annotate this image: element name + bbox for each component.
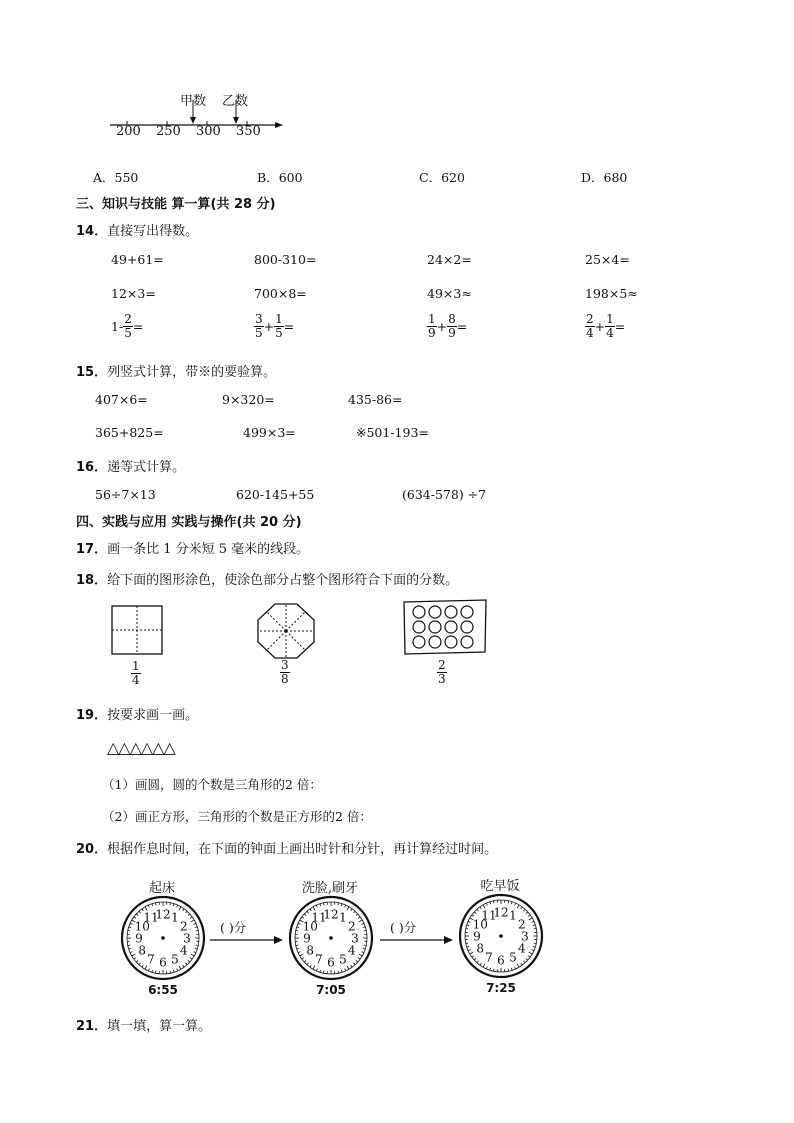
clock-tick	[508, 969, 509, 971]
clock-number: 5	[509, 950, 517, 965]
clock-number: 9	[473, 929, 481, 944]
clock-time: 7:05	[316, 983, 346, 997]
option-letter: D．	[581, 170, 604, 185]
question-text: 直接写出得数。	[107, 224, 199, 239]
clock-center-dot	[329, 936, 333, 940]
clock-number: 12	[323, 907, 339, 922]
denominator: 8	[281, 672, 289, 686]
option-value: 550	[114, 170, 139, 185]
clock-number: 10	[302, 919, 318, 934]
clock-number: 5	[171, 952, 179, 967]
question-number: 14．	[76, 224, 108, 239]
numerator: 1	[275, 312, 283, 326]
equals: =	[283, 319, 295, 334]
denominator: 5	[275, 326, 283, 340]
operator: +	[263, 319, 275, 334]
problem: (634-578) ÷7	[402, 487, 487, 502]
problem-fraction	[427, 313, 467, 340]
option-d[interactable]	[581, 168, 627, 186]
numberline-label: 350	[236, 124, 261, 139]
whole: 1-	[111, 319, 124, 334]
question-text: 按要求画一画。	[107, 708, 199, 723]
denominator: 9	[448, 326, 456, 340]
problem-fraction	[254, 313, 294, 340]
clock-tick	[170, 903, 171, 905]
fraction	[123, 313, 133, 340]
numerator: 1	[428, 312, 436, 326]
clock-number: 4	[347, 943, 356, 958]
question-number: 15．	[76, 365, 108, 380]
question-19	[76, 704, 198, 723]
problem: 620-145+55	[236, 487, 315, 502]
octagon-shape[interactable]	[255, 601, 317, 661]
fraction	[274, 313, 284, 340]
denominator: 5	[255, 326, 263, 340]
problem-fraction	[585, 313, 625, 340]
clock-number: 4	[517, 941, 526, 956]
clock-center-dot	[161, 936, 165, 940]
denominator: 9	[428, 326, 436, 340]
numerator: 2	[586, 312, 594, 326]
option-a[interactable]	[93, 168, 138, 186]
clock-number: 2	[517, 917, 526, 932]
duration-blank[interactable]: ( )分	[220, 920, 247, 935]
clock-number: 10	[134, 919, 150, 934]
question-text: 递等式计算。	[107, 460, 186, 475]
clock-number: 8	[476, 941, 485, 956]
problem: 365+825=	[95, 425, 164, 440]
clock-number: 6	[327, 955, 335, 970]
problem: 56÷7×13	[95, 487, 156, 502]
question-text: 列竖式计算，带※的要验算。	[107, 365, 277, 380]
question-16	[76, 456, 185, 475]
clock-tick	[534, 943, 536, 944]
numberline-label: 250	[156, 124, 181, 139]
numerator: 2	[124, 312, 132, 326]
problem: 24×2=	[427, 252, 472, 267]
problem: 407×6=	[95, 392, 148, 407]
clock-number: 11	[481, 908, 497, 923]
marker-b-label: 乙数	[222, 94, 249, 109]
clock-face[interactable]	[286, 893, 376, 983]
clock-number: 9	[135, 931, 143, 946]
clock-number: 8	[306, 943, 315, 958]
section-3-heading: 三、知识与技能 算一算(共 28 分)	[76, 197, 276, 212]
clock-tick	[466, 929, 468, 930]
question-number: 16．	[76, 460, 108, 475]
clock-tick	[170, 971, 171, 973]
fraction	[585, 313, 595, 340]
clock-tick	[364, 945, 366, 946]
clock-face[interactable]	[456, 891, 546, 981]
fraction	[605, 313, 615, 340]
question-21	[76, 1015, 211, 1034]
question-18	[76, 569, 458, 588]
clock-number: 1	[509, 908, 517, 923]
clock-number: 10	[472, 917, 488, 932]
question-number: 17．	[76, 542, 108, 557]
question-text: 填一填，算一算。	[107, 1019, 212, 1034]
clock-face[interactable]	[118, 893, 208, 983]
numerator: 2	[438, 658, 446, 672]
option-letter: B．	[257, 170, 279, 185]
numberline-label: 300	[196, 124, 221, 139]
clock-tick	[156, 903, 157, 905]
clock-tick	[338, 971, 339, 973]
question-14	[76, 220, 198, 239]
numberline-label: 200	[116, 124, 141, 139]
numerator: 3	[281, 658, 289, 672]
clock-number: 2	[347, 919, 356, 934]
problem: 435-86=	[348, 392, 403, 407]
problem: 12×3=	[111, 286, 156, 301]
problem: 700×8=	[254, 286, 307, 301]
clock-time: 7:25	[486, 981, 516, 995]
question-text: 根据作息时间，在下面的钟面上画出时针和分针，再计算经过时间。	[107, 842, 498, 857]
question-number: 19．	[76, 708, 108, 723]
option-letter: C．	[419, 170, 442, 185]
clock-number: 12	[155, 907, 171, 922]
clock-label: 起床	[148, 881, 175, 896]
duration-blank[interactable]: ( )分	[390, 920, 417, 935]
denominator: 5	[124, 326, 132, 340]
clock-number: 2	[179, 919, 188, 934]
option-value: 680	[603, 170, 628, 185]
question-17	[76, 538, 309, 557]
equals: =	[132, 319, 144, 334]
square-shape[interactable]	[110, 604, 166, 656]
question-20	[76, 838, 497, 857]
clock-number: 8	[138, 943, 147, 958]
denominator: 4	[586, 326, 594, 340]
clock-tick	[534, 929, 536, 930]
marker-a-label: 甲数	[180, 94, 207, 109]
numerator: 3	[255, 312, 263, 326]
clock-label: 洗脸,刷牙	[301, 881, 359, 896]
option-b[interactable]	[257, 168, 303, 186]
problem: 198×5≈	[585, 286, 638, 301]
option-value: 600	[278, 170, 303, 185]
numerator: 1	[132, 659, 140, 673]
problem: ※501-193=	[356, 425, 429, 440]
fraction	[254, 313, 264, 340]
fraction	[131, 660, 141, 687]
clock-tick	[128, 931, 130, 932]
fraction	[427, 313, 437, 340]
fraction	[280, 659, 290, 686]
clock-number: 9	[303, 931, 311, 946]
question-text: 画一条比 1 分米短 5 毫米的线段。	[107, 542, 310, 557]
equals: =	[614, 319, 626, 334]
problem: 25×4=	[585, 252, 630, 267]
problem: 9×320=	[222, 392, 275, 407]
clock-number: 3	[521, 929, 529, 944]
clock-number: 1	[171, 910, 179, 925]
circles-grid-shape[interactable]	[401, 598, 489, 658]
sub-question: （1）画圆，圆的个数是三角形的2 倍：	[102, 777, 322, 792]
clock-tick	[156, 971, 157, 973]
question-number: 18．	[76, 573, 108, 588]
clock-number: 1	[339, 910, 347, 925]
problem: 49+61=	[111, 252, 164, 267]
option-c[interactable]	[419, 168, 465, 186]
clock-number: 6	[497, 953, 505, 968]
clock-tick	[466, 943, 468, 944]
numerator: 8	[448, 312, 456, 326]
operator: +	[436, 319, 448, 334]
clock-number: 7	[485, 950, 493, 965]
clock-tick	[494, 901, 495, 903]
fraction	[447, 313, 457, 340]
denominator: 4	[606, 326, 614, 340]
clock-time: 6:55	[148, 983, 178, 997]
problem: 49×3≈	[427, 286, 472, 301]
sub-question: （2）画正方形，三角形的个数是正方形的2 倍：	[102, 809, 372, 824]
problem: 499×3=	[243, 425, 296, 440]
numerator: 1	[606, 312, 614, 326]
clock-tick	[128, 945, 130, 946]
clock-number: 11	[143, 910, 159, 925]
problem: 800-310=	[254, 252, 317, 267]
option-value: 620	[441, 170, 465, 185]
clock-tick	[324, 903, 325, 905]
clock-number: 6	[159, 955, 167, 970]
clock-tick	[196, 945, 198, 946]
problem-fraction	[111, 313, 143, 340]
clock-tick	[494, 969, 495, 971]
clock-number: 7	[147, 952, 155, 967]
question-number: 20．	[76, 842, 108, 857]
section-4-heading: 四、实践与应用 实践与操作(共 20 分)	[76, 515, 302, 530]
question-text: 给下面的图形涂色，使涂色部分占整个图形符合下面的分数。	[107, 573, 459, 588]
clock-number: 3	[183, 931, 191, 946]
denominator: 3	[438, 672, 446, 686]
clock-label: 吃早饭	[480, 879, 520, 894]
clock-number: 5	[339, 952, 347, 967]
operator: +	[594, 319, 606, 334]
clock-tick	[508, 901, 509, 903]
fraction	[437, 659, 447, 686]
clock-tick	[324, 971, 325, 973]
equals: =	[456, 319, 468, 334]
clock-tick	[296, 945, 298, 946]
option-letter: A．	[93, 170, 115, 185]
clock-tick	[338, 903, 339, 905]
clock-tick	[364, 931, 366, 932]
question-number: 21．	[76, 1019, 108, 1034]
denominator: 4	[132, 673, 140, 687]
clock-number: 11	[311, 910, 327, 925]
clock-tick	[196, 931, 198, 932]
clock-center-dot	[499, 934, 503, 938]
triangles-row: △△△△△△	[107, 738, 175, 757]
clock-number: 4	[179, 943, 188, 958]
clock-number: 7	[315, 952, 323, 967]
clock-number: 3	[351, 931, 359, 946]
clock-number: 12	[493, 905, 509, 920]
question-15	[76, 361, 276, 380]
clock-tick	[296, 931, 298, 932]
